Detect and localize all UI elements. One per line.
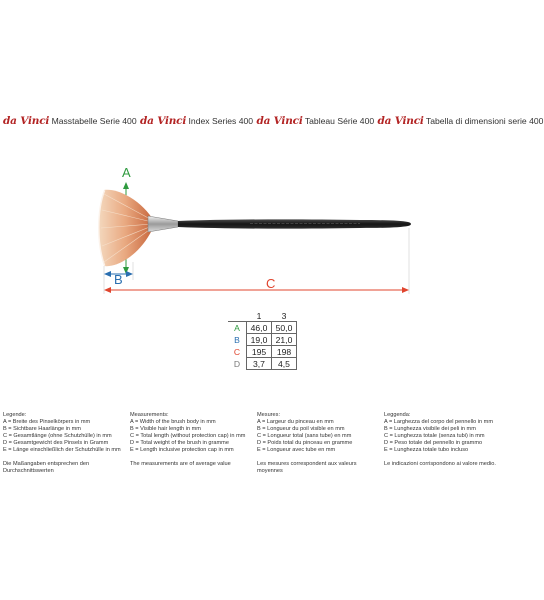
table-row	[228, 322, 297, 334]
table-cell: 50,0	[272, 322, 297, 334]
dimension-c-line	[104, 287, 409, 293]
legend-item: A = Breite des Pinselkörpers in mm	[3, 419, 91, 425]
dimension-c-label: C	[266, 276, 276, 291]
legend-item: C = Total length (without protection cap) in mm	[130, 433, 246, 439]
brush-illustration	[0, 150, 500, 300]
legend-item: E = Länge einschließlich der Schutzhülle in mm	[3, 447, 121, 453]
row-key: A	[234, 322, 240, 333]
legend-title: Leggenda:	[384, 412, 411, 418]
legend-note: Die Maßangaben entsprechen den Durchschnittswerten	[3, 461, 90, 474]
brand-logo: da Vinci	[377, 115, 424, 127]
legend-item: D = Peso totale del pennello in grammo	[384, 440, 483, 446]
table-cell: 195	[247, 346, 272, 358]
table-cell: 198	[272, 346, 297, 358]
brush-ferrule	[148, 216, 178, 232]
dimension-b-label: B	[114, 272, 123, 287]
brush-handle	[178, 219, 411, 228]
table-row	[228, 346, 297, 358]
legend-italian	[384, 412, 504, 468]
table-row	[228, 358, 297, 370]
row-key: B	[234, 334, 240, 345]
legend-item: B = Longueur du poil visible en mm	[257, 426, 345, 432]
legend-title: Measurements:	[130, 412, 169, 418]
legend-item: A = Largeur du pinceau en mm	[257, 419, 334, 425]
header-segment-fr: Tableau Série 400	[304, 116, 375, 126]
header-segment-it: Tabella di dimensioni serie 400	[425, 116, 544, 126]
header-segment-en: Index Series 400	[188, 116, 254, 126]
dimension-a-label: A	[122, 165, 131, 180]
row-key: C	[233, 346, 241, 357]
table-header-size-3: 3	[272, 310, 297, 322]
table-header-size-1: 1	[247, 310, 272, 322]
legend-item: C = Longueur total (sans tube) en mm	[257, 433, 352, 439]
header-segment-de: Masstabelle Serie 400	[51, 116, 137, 126]
header-line	[3, 115, 544, 127]
brand-logo: da Vinci	[139, 115, 187, 127]
table-row	[228, 334, 297, 346]
table-header-row	[228, 310, 297, 322]
legend-item: A = Width of the brush body in mm	[130, 419, 216, 425]
table-cell: 3,7	[247, 358, 272, 370]
legend-item: E = Length inclusive protection cap in mm	[130, 447, 234, 453]
table-cell: 21,0	[272, 334, 297, 346]
legend-item: E = Lunghezza totale tubo incluso	[384, 447, 469, 453]
legend-item: B = Visible hair length in mm	[130, 426, 201, 432]
table-cell: 19,0	[247, 334, 272, 346]
legend-note: Le indicazioni corrispondono ai valore medio.	[384, 461, 496, 467]
dimensions-table	[228, 310, 297, 370]
legend-item: E = Longueur avec tube en mm	[257, 447, 336, 453]
legend-note: The measurements are of average value	[130, 461, 231, 467]
legend-item: B = Lunghezza visibile dei peli in mm	[384, 426, 476, 432]
legend-note: Les mesures correspondent aux valeurs moyennes	[257, 461, 357, 474]
legend-item: D = Total weight of the brush in gramme	[130, 440, 229, 446]
brand-logo: da Vinci	[3, 115, 50, 127]
legend-title: Mesures:	[257, 412, 281, 418]
brush-hair	[98, 190, 152, 266]
legend-german	[3, 412, 123, 475]
brand-logo: da Vinci	[256, 115, 303, 127]
legend-french	[257, 412, 377, 475]
row-key: D	[233, 358, 241, 369]
legend-title: Legende:	[3, 412, 27, 418]
legend-item: C = Gesamtlänge (ohne Schutzhülle) in mm	[3, 433, 112, 439]
legend-item: B = Sichtbare Haarlänge in mm	[3, 426, 81, 432]
legend-english	[130, 412, 250, 468]
legend-item: D = Gesamtgewicht des Pinsels in Gramm	[3, 440, 109, 446]
legend-item: D = Poids total du pinceau en gramme	[257, 440, 353, 446]
legend-item: A = Larghezza del corpo del pennello in mm	[384, 419, 493, 425]
table-cell: 46,0	[247, 322, 272, 334]
table-cell: 4,5	[272, 358, 297, 370]
legend-item: C = Lunghezza totale (senza tubi) in mm	[384, 433, 485, 439]
